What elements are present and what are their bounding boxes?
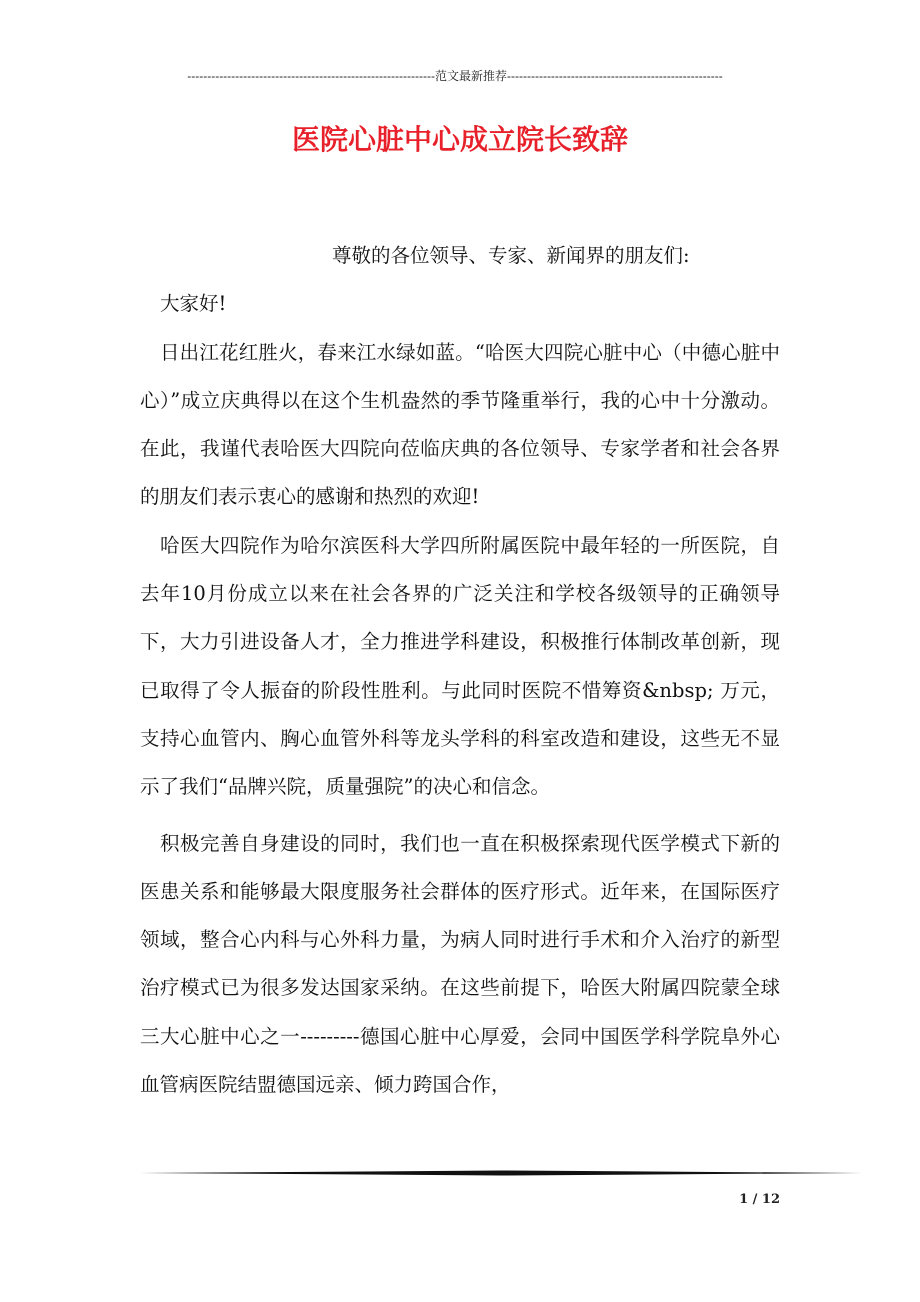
footer-divider	[140, 1170, 862, 1176]
greeting: 大家好!	[160, 292, 227, 316]
document-title: 医院心脏中心成立院长致辞	[291, 123, 628, 156]
page-number: 1 / 12	[739, 1192, 780, 1207]
paragraph-3: 积极完善自身建设的同时，我们也一直在积极探索现代医学模式下新的医患关系和能够最大限度服务社会群体的医疗形式。近年来，在国际医疗领域，整合心内科与心外科力量，为病人同时进行手术和介入治疗的新型治疗模式已为很多发达国家采纳。在这些前提下，哈医大附属四院蒙全球三大心脏中心之一---------德国心脏中心厚爱，会同中国医学科学院阜外心血管病医院结盟德国远亲、倾力跨国合作，	[140, 831, 780, 1097]
document-body	[140, 232, 780, 1109]
paragraph-2: 哈医大四院作为哈尔滨医科大学四所附属医院中最年轻的一所医院，自去年10月份成立以来在社会各界的广泛关注和学校各级领导的正确领导下，大力引进设备人才，全力推进学科建设，积极推行体制改革创新，现已取得了令人振奋的阶段性胜利。与此同时医院不惜筹资&nbsp; 万元，支持心血管内、胸心血管外科等龙头学科的科室改造和建设，这些无不显示了我们“品牌兴院，质量强院”的决心和信念。	[140, 533, 780, 799]
header-banner: --------------------------------------------------------------范文最新推荐------------------------------------------------------	[187, 69, 723, 83]
salutation: 尊敬的各位领导、专家、新闻界的朋友们:	[332, 244, 690, 267]
paragraph-1: 日出江花红胜火，春来江水绿如蓝。“哈医大四院心脏中心（中德心脏中心）”成立庆典得以在这个生机盎然的季节隆重举行，我的心中十分激动。在此，我谨代表哈医大四院向莅临庆典的各位领导、专家学者和社会各界的朋友们表示衷心的感谢和热烈的欢迎!	[140, 340, 780, 509]
